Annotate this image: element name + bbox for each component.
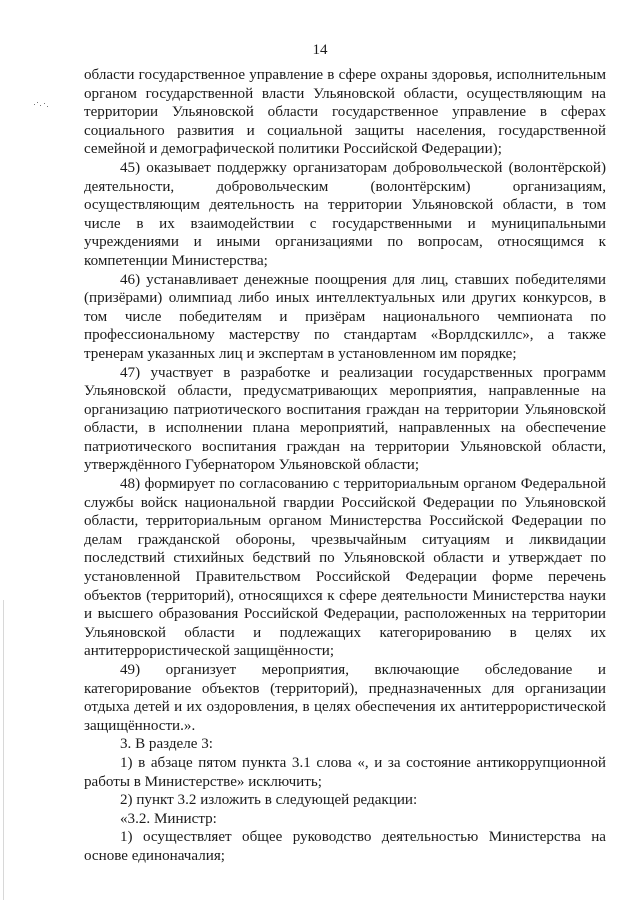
- scan-edge-line: [3, 600, 4, 900]
- page-number: 14: [312, 42, 328, 58]
- paragraph-item-49: 49) организует мероприятия, включающие обследование и категорирование объектов (территорий), предназначенных для организации отдыха детей и их оздоровления, в целях обеспечения их антитеррористической защищённости.».: [84, 662, 606, 734]
- paragraph-section-3: 3. В разделе 3:: [120, 736, 213, 753]
- paragraph-continuation: области государственное управление в сфере охраны здоровья, исполнительным органом государственной власти Ульяновской области, осуществляющим на территории Ульяновской области государственное управление в сферах социального развития и социальной защиты населения, государственной семейной и демографической политики Российской Федерации);: [84, 67, 606, 158]
- paragraph-item-47: 47) участвует в разработке и реализации государственных программ Ульяновской области, предусматривающих мероприятия, направленные на организацию патриотического воспитания граждан на территории Ульяновской области, в исполнении плана мероприятий, направленных на обеспечение патриотического воспитания граждан на территории Ульяновской области, утверждённого Губернатором Ульяновской области;: [84, 364, 606, 474]
- paragraph-amendment-2: 2) пункт 3.2 изложить в следующей редакции:: [120, 792, 418, 809]
- paragraph-minister-item-1: 1) осуществляет общее руководство деятельностью Министерства на основе единоначалия;: [84, 829, 606, 864]
- document-body: [84, 66, 606, 866]
- paragraph-item-46: 46) устанавливает денежные поощрения для лиц, ставших победителями (призёрами) олимпиад либо иных интеллектуальных или других конкурсов, в том числе победителям и призёрам национального чемпионата по профессиональному мастерству по стандартам «Ворлдскиллс», а также тренерам указанных лиц и экспертам в установленном им порядке;: [84, 271, 606, 362]
- paragraph-item-45: 45) оказывает поддержку организаторам добровольческой (волонтёрской) деятельности, добровольческим (волонтёрским) организациям, осуществляющим деятельность на территории Ульяновской области, в том числе в их взаимодействии с государственными и муниципальными учреждениями и иными организациями по вопросам, относящимся к компетенции Министерства;: [84, 159, 606, 269]
- scan-artifact: [34, 102, 48, 108]
- paragraph-item-48: 48) формирует по согласованию с территориальным органом Федеральной службы войск национальной гвардии Российской Федерации по Ульяновской области, территориальным органом Министерства Российской Федерации по делам гражданской обороны, чрезвычайным ситуациям и ликвидации последствий стихийных бедствий по Ульяновской области и утверждает по установленной Правительством Российской Федерации форме перечень объектов (территорий), относящихся к сфере деятельности Министерства науки и высшего образования Российской Федерации, расположенных на территории Ульяновской области и подлежащих категорированию в целях их антитеррористической защищённости;: [84, 476, 606, 660]
- paragraph-amendment-1: 1) в абзаце пятом пункта 3.1 слова «, и за состояние антикоррупционной работы в Министерстве» исключить;: [84, 754, 606, 790]
- paragraph-minister-heading: «3.2. Министр:: [120, 810, 217, 827]
